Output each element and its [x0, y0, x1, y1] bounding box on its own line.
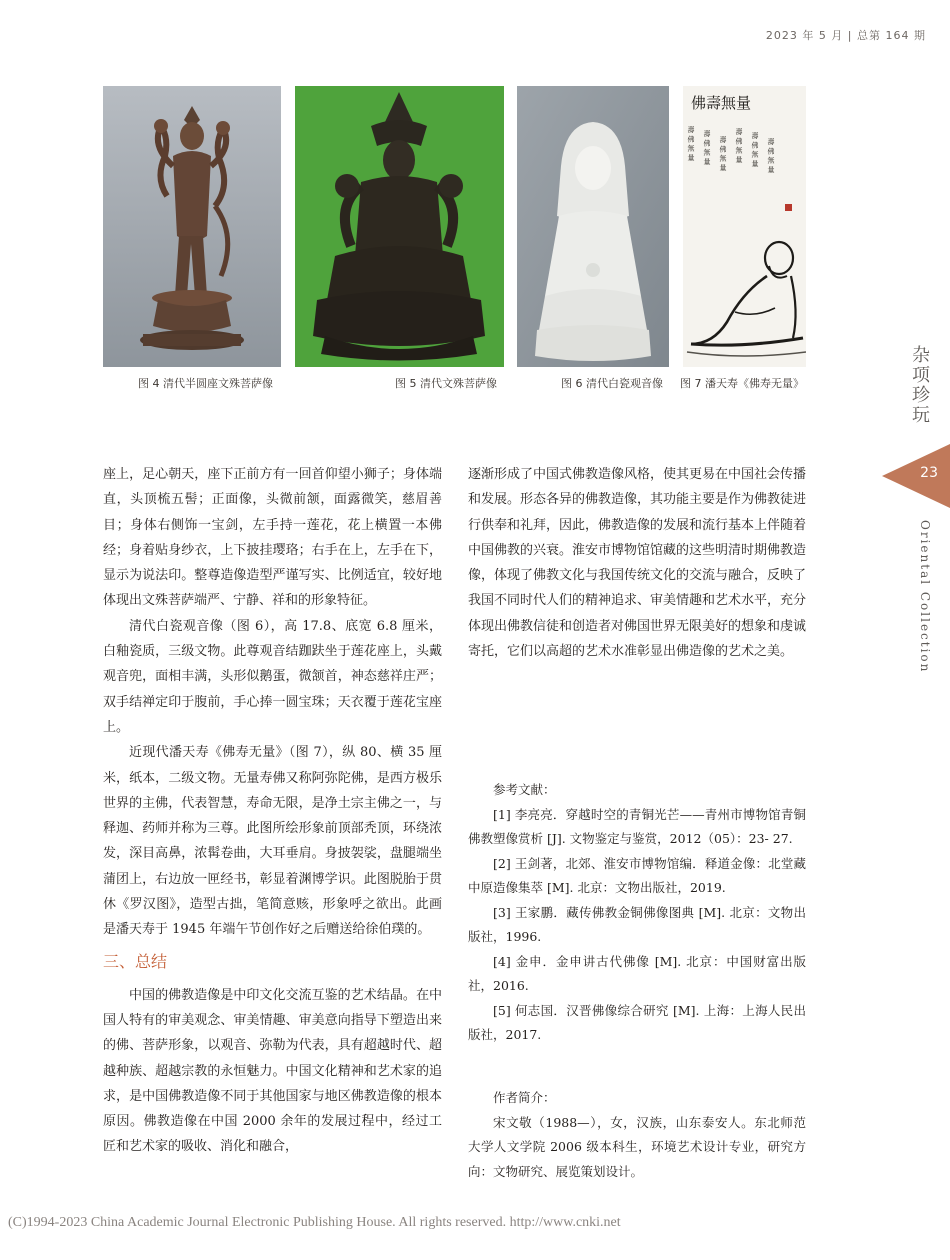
paragraph: 清代白瓷观音像（图 6），高 17.8、底宽 6.8 厘米，白釉瓷质，三级文物。此尊观音结跏趺坐于莲花座上，头戴观音兜，面相丰满，头形似鹅蛋，微颔首，神态慈祥庄严；双手结禅定印于腹前，手心捧一圆宝珠；天衣覆于莲花宝座上。	[103, 618, 442, 735]
journal-name-en: Oriental Collection	[918, 520, 932, 674]
paragraph: 逐渐形成了中国式佛教造像风格，使其更易在中国社会传播和发展。形态各异的佛教造像，其功能主要是作为佛教徒进行供奉和礼拜，因此，佛教造像的发展和流行基本上伴随着中国佛教的兴衰。淮安市博物馆馆藏的这些明清时期佛教造像，体现了佛教文化与我国传统文化的交流与融合，反映了我国不同时代人们的精神追求、审美情趣和艺术水平，充分体现出佛教信徒和创造者对佛国世界无限美好的想象和虔诚寄托，它们以高超的艺术水准彰显出佛造像的艺术之美。	[468, 467, 807, 660]
reference-item: [3] 王家鹏．藏传佛教金铜佛像图典 [M]. 北京：文物出版社，1996.	[468, 904, 806, 944]
reference-item: [1] 李亮亮．穿越时空的青铜光芒——青州市博物馆青铜佛教塑像赏析 [J]. 文物鉴定与鉴赏，2012（05）：23- 27.	[468, 806, 806, 846]
painting-inscription-1: 壽 佛 無 量	[687, 126, 695, 161]
paragraph: 座上，足心朝天，座下正前方有一回首仰望小狮子；身体端直，头顶梳五髻；正面像，头微前颔，面露微笑，慈眉善目；身体右侧饰一宝剑，左手持一莲花，花上横置一本佛经；身着贴身纱衣，上下披挂璎珞；右手在上，左手在下，显示为说法印。整尊造像造型严谨写实、比例适宜，较好地体现出文殊菩萨端严、宁静、祥和的形象特征。	[103, 467, 442, 609]
figure-7-caption: 图 7 潘天寿《佛寿无量》	[680, 377, 804, 390]
paragraph: 近现代潘天寿《佛寿无量》（图 7），纵 80、横 35 厘米，纸本，二级文物。无量寿佛又称阿弥陀佛，是西方极乐世界的主佛，代表智慧，寿命无限，是净土宗主佛之一，与释迦、药师并称为三尊。此图所绘形象前顶部秃顶，环绕浓发，深目高鼻，浓髯卷曲，大耳垂肩。身披袈裟，盘腿端坐蒲团上，右边放一匣经书，彰显着渊博学识。此图脱胎于贯休《罗汉图》，造型古拙，笔简意赅，形象呼之欲出。此画是潘天寿于 1945 年端午节创作好之后赠送给徐伯璞的。	[103, 745, 442, 938]
section-title: 三、总结	[103, 951, 168, 971]
figure-6-image	[517, 86, 669, 367]
journal-issue-header: 2023 年 5 月 | 总第 164 期	[765, 29, 926, 42]
figure-7-image	[683, 86, 806, 367]
page-number-tab	[882, 444, 950, 508]
painting-seal	[785, 204, 792, 211]
painting-inscription-3: 壽 佛 無 量	[719, 136, 727, 171]
figure-5-caption: 图 5 清代文殊菩萨像	[395, 377, 497, 390]
reference-item: [2] 王剑著，北郊、淮安市博物馆编．释道金像：北堂藏中原造像集萃 [M]. 北京：文物出版社，2019.	[468, 855, 806, 895]
figure-4-caption: 图 4 清代半圆座文殊菩萨像	[138, 377, 273, 390]
copyright-footer: (C)1994-2023 China Academic Journal Electronic Publishing House. All rights reserved. http://www.cnki.net	[8, 1215, 621, 1230]
reference-item: [5] 何志国．汉晋佛像综合研究 [M]. 上海：上海人民出版社，2017.	[468, 1002, 806, 1042]
column-name: 杂项珍玩	[909, 345, 930, 425]
painting-title: 佛壽無量	[691, 94, 752, 112]
right-text-column	[468, 462, 806, 664]
painting-inscription-6: 壽 佛 無 量	[767, 138, 775, 173]
paragraph: 中国的佛教造像是中印文化交流互鉴的艺术结晶。在中国人特有的审美观念、审美情趣、审美意向指导下塑造出来的佛、菩萨形象，以观音、弥勒为代表，具有超越时代、超越种族、超越宗教的永恒魅力。中国文化精神和艺术家的追求，是中国佛教造像不同于其他国家与地区佛教造像的根本原因。佛教造像在中国 2000 余年的发展过程中，经过工匠和艺术家的吸收、消化和融合，	[103, 987, 442, 1155]
painting-inscription-5: 壽 佛 無 量	[751, 132, 759, 167]
author-text: 宋文敬（1988—），女，汉族，山东泰安人。东北师范大学人文学院 2006 级本科生，环境艺术设计专业，研究方向：文物研究、展览策划设计。	[468, 1114, 806, 1179]
painting-inscription-2: 壽 佛 無 量	[703, 130, 711, 165]
figure-5-image	[295, 86, 504, 367]
reference-item: [4] 金申．金申讲古代佛像 [M]. 北京：中国财富出版社，2016.	[468, 953, 806, 993]
figure-6-caption: 图 6 清代白瓷观音像	[561, 377, 663, 390]
author-heading: 作者简介：	[493, 1090, 556, 1105]
left-text-column	[103, 462, 442, 1160]
figure-4-image	[103, 86, 281, 367]
author-bio	[468, 1086, 806, 1184]
painting-inscription-4: 壽 佛 無 量	[735, 128, 743, 163]
references-heading: 参考文献：	[493, 782, 556, 797]
page-number: 23	[920, 465, 938, 481]
references	[468, 778, 806, 1048]
